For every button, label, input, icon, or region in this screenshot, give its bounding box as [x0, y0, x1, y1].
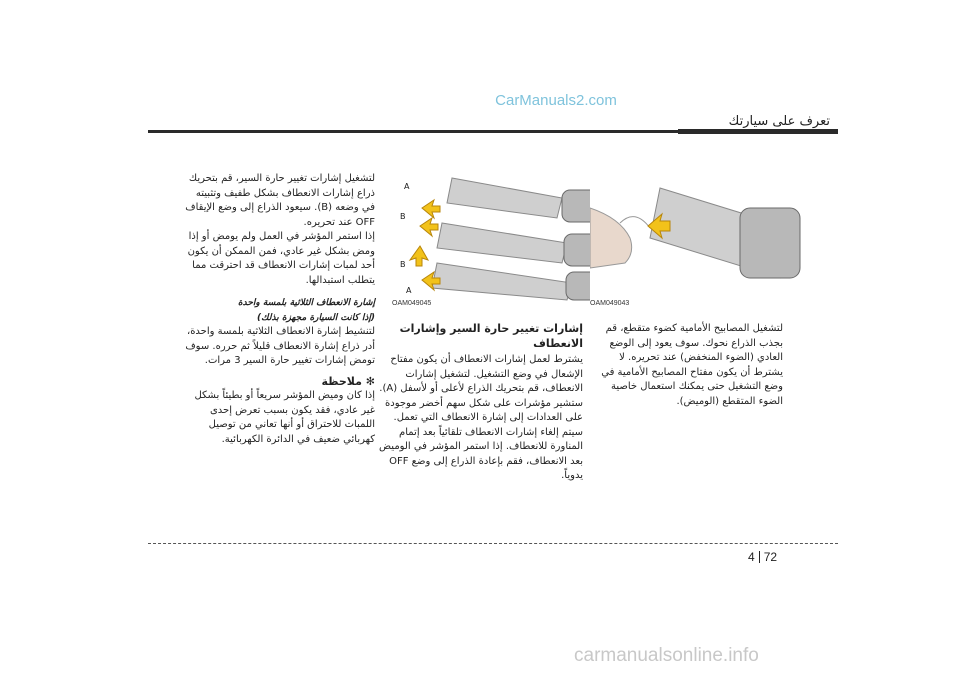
- page-number: [748, 550, 777, 564]
- flash-to-pass-figure: [590, 168, 812, 301]
- one-touch-heading: إشارة الانعطاف الثلاثية بلمسة واحدة: [237, 298, 375, 308]
- page-number-value: 72: [763, 550, 778, 564]
- footer-rule: [148, 543, 838, 544]
- chapter-number: 4: [748, 550, 755, 564]
- figure-caption-right: OAM049043: [590, 300, 630, 307]
- one-touch-note: (إذا كانت السيارة مجهزة بذلك): [257, 312, 375, 323]
- text-column-left: [180, 172, 375, 447]
- watermark-logo-text: CarManuals2.com: [495, 92, 617, 109]
- label-a-top: A: [404, 182, 410, 191]
- lane-change-paragraph: لتشغيل إشارات تغيير حارة السير، قم بتحريك ذراع إشارات الانعطاف بشكل طفيف وتثبيته في وضعه (B). سيعود الذراع إلى وضع الإيقاف OFF عند تحريره.: [185, 173, 375, 228]
- header-rule: [148, 130, 838, 133]
- label-a-bottom: A: [406, 286, 412, 295]
- note-heading: ✻ ملاحظة: [321, 374, 375, 388]
- section-title: تعرف على سيارتك: [728, 114, 830, 129]
- indicator-fault-paragraph: إذا استمر المؤشر في العمل ولم يومض أو إذا ومض بشكل غير عادي، فمن الممكن أن يكون أحد لمبات إشارات الانعطاف قد احترقت مما يتطلب استبدالها.: [187, 231, 375, 286]
- figure-caption-left: OAM049045: [392, 300, 432, 307]
- turn-signal-heading: إشارات تغيير حارة السير وإشارات الانعطاف: [399, 322, 583, 350]
- turn-signal-figure: [392, 168, 614, 301]
- note-paragraph: إذا كان وميض المؤشر سريعاً أو بطيئاً بشكل غير عادي، فقد يكون بسبب تعرض إحدى اللمبات للاحتراق أو أنها تعاني من توصيل كهربائي ضعيف في الدائرة الكهربائية.: [194, 390, 375, 445]
- label-b-top: B: [400, 212, 406, 221]
- text-column-right: [590, 322, 783, 409]
- text-column-middle: [375, 322, 583, 484]
- label-b-bottom: B: [400, 260, 406, 269]
- one-touch-paragraph: لتنشيط إشارة الانعطاف الثلاثية بلمسة واحدة، أدر ذراع إشارة الانعطاف قليلاً ثم حرره. سوف تومض إشارات تغيير حارة السير 3 مرات.: [185, 326, 375, 366]
- flash-to-pass-paragraph: لتشغيل المصابيح الأمامية كضوء متقطع، قم بجذب الذراع نحوك. سوف يعود إلى الوضع العادي (الضوء المنخفض) عند تحريره. لا يشترط أن يكون مفتاح المصابيح الأمامية في وضع التشغيل حتى يمكنك استعمال خاصية الضوء المتقطع (الوميض).: [601, 323, 783, 407]
- watermark-footer-text: carmanualsonline.info: [574, 645, 759, 666]
- turn-signal-paragraph: يشترط لعمل إشارات الانعطاف أن يكون مفتاح الإشعال في وضع التشغيل. لتشغيل إشارات الانعطاف، قم بتحريك الذراع لأعلى أو لأسفل (A). ستشير مؤشرات على شكل سهم أخضر موجودة على العدادات إلى إشارة الانعطاف التي تعمل. سيتم إلغاء إشارات الانعطاف تلقائياً بعد إتمام المناورة للانعطاف. إذا استمر المؤشر في الوميض بعد الانعطاف، فقم بإعادة الذراع إلى وضع OFF يدوياً.: [379, 354, 583, 481]
